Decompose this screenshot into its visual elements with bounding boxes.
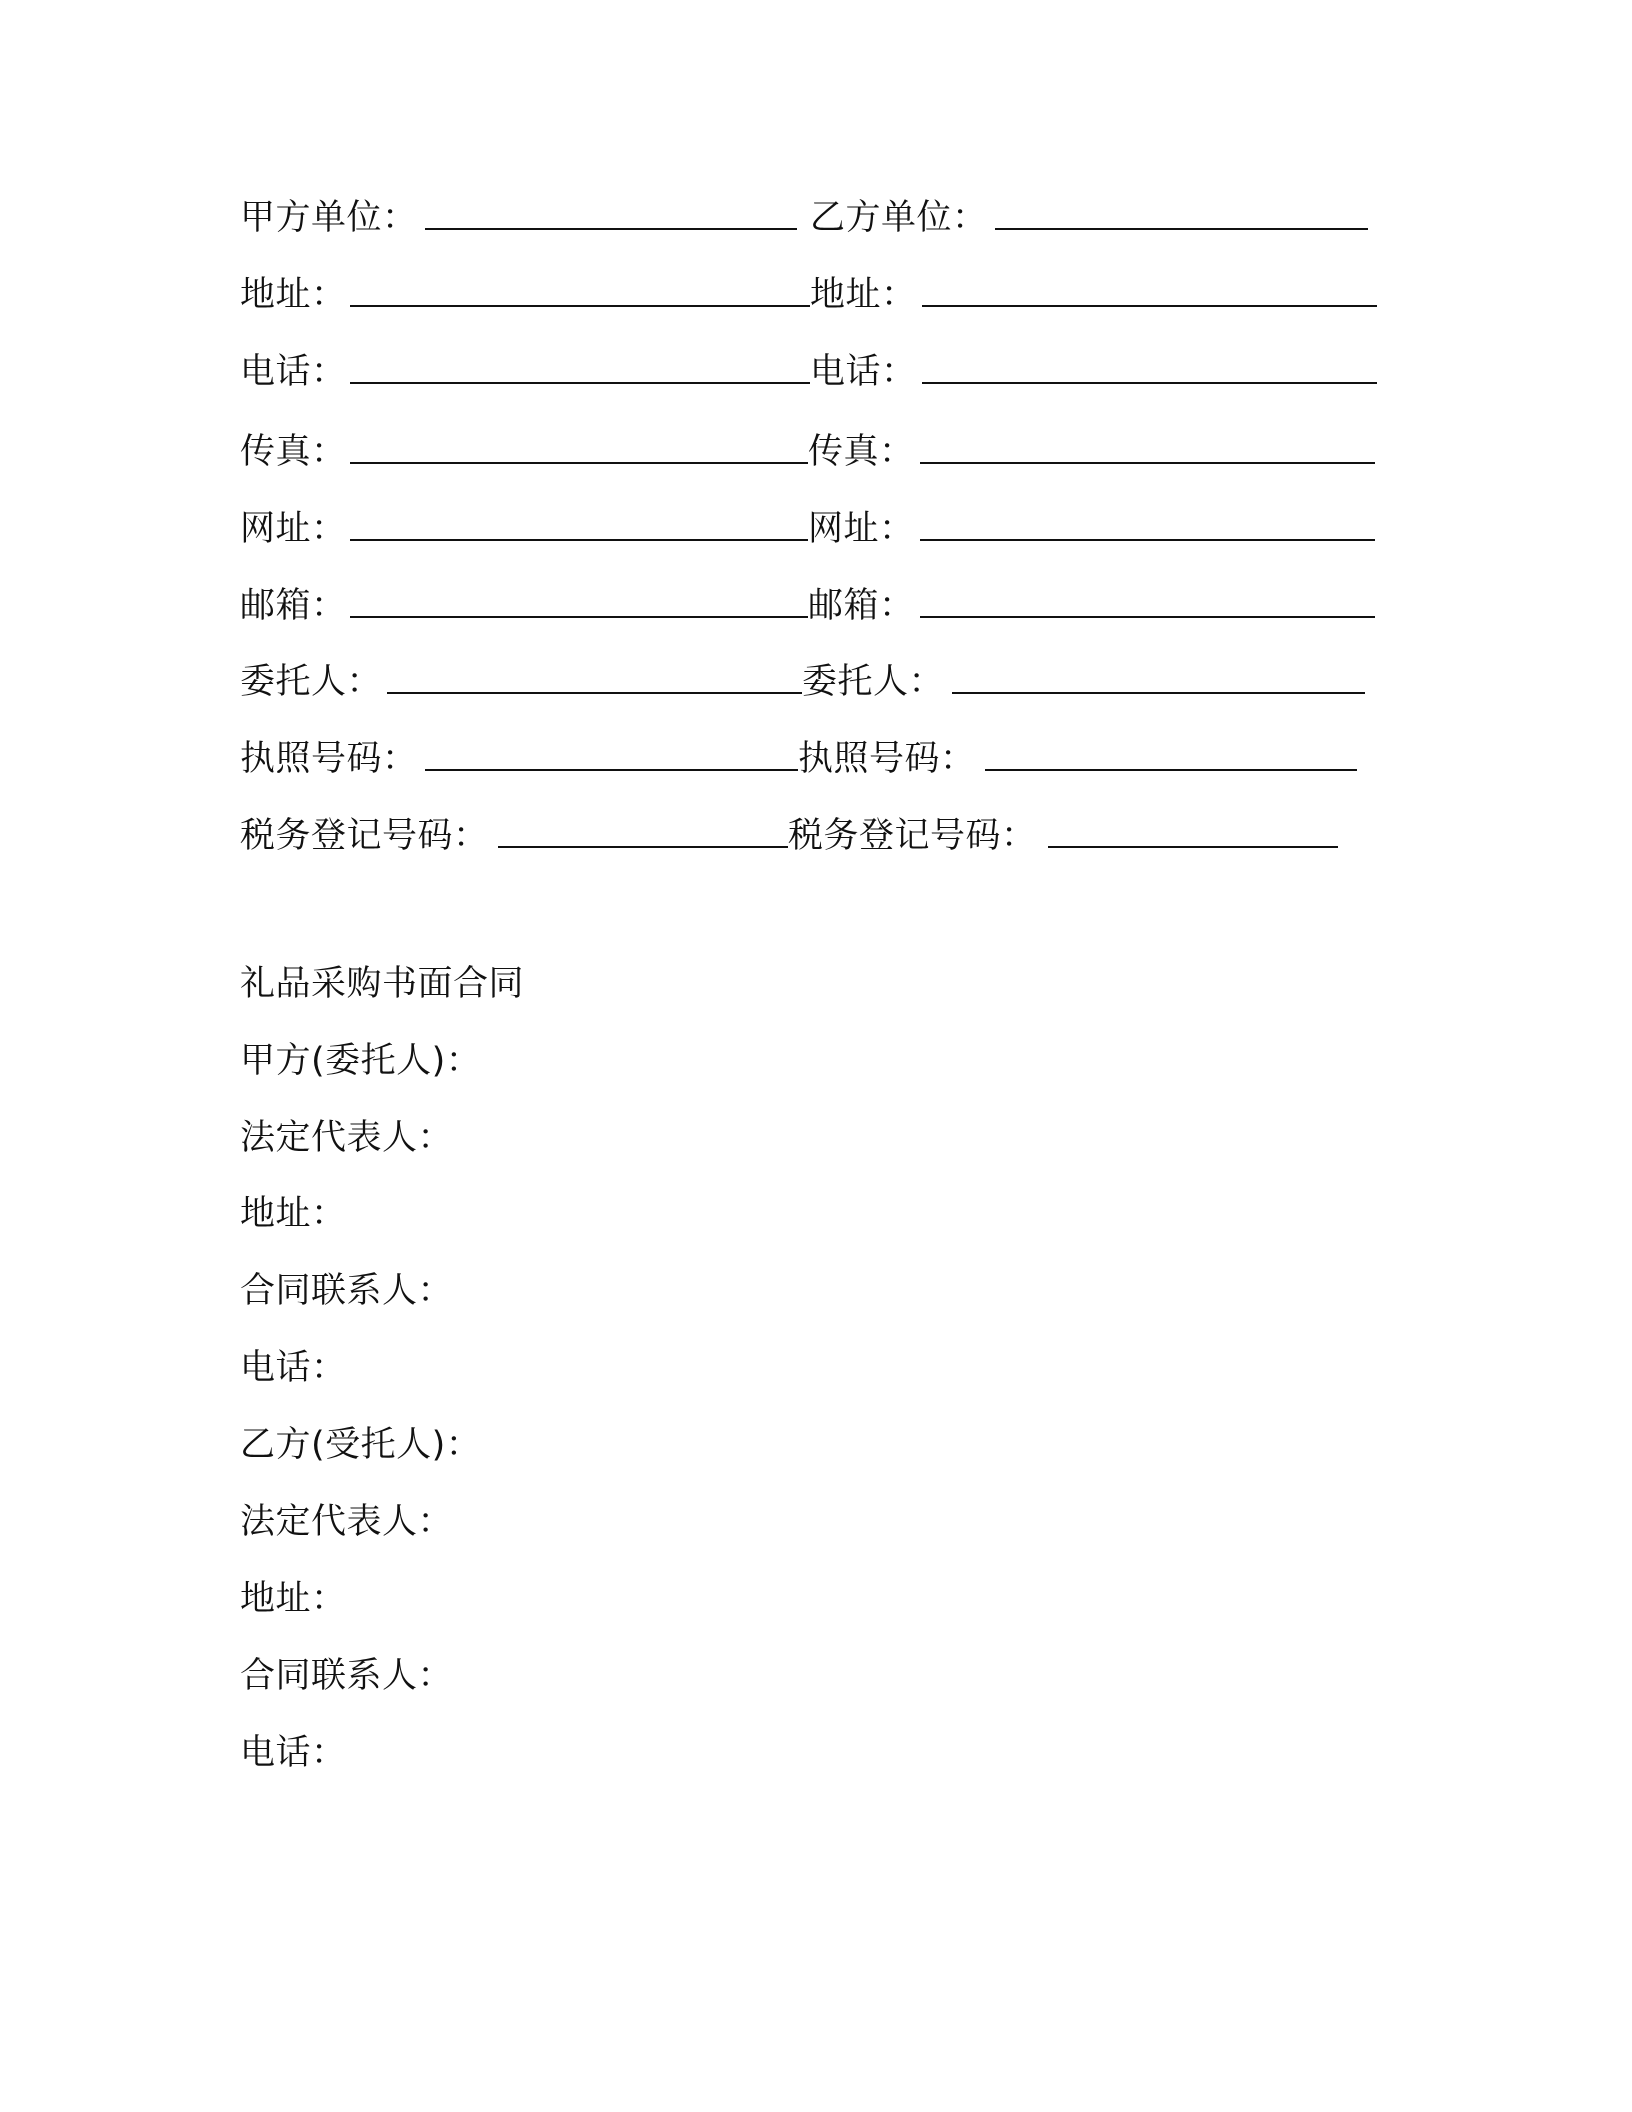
right-label: 委托人： bbox=[802, 662, 945, 702]
right-fill-line bbox=[1048, 846, 1338, 848]
left-label: 委托人： bbox=[240, 662, 383, 702]
left-label: 电话： bbox=[240, 352, 347, 392]
left-fill-line bbox=[350, 382, 810, 384]
right-label: 邮箱： bbox=[808, 586, 915, 626]
left-label: 执照号码： bbox=[240, 739, 418, 779]
right-fill-line bbox=[920, 539, 1375, 541]
party-info-row-fax bbox=[240, 422, 1440, 482]
left-fill-line bbox=[387, 692, 802, 694]
party-info-row-agent bbox=[240, 652, 1440, 712]
right-fill-line bbox=[920, 462, 1375, 464]
party-info-row-phone bbox=[240, 342, 1440, 402]
left-fill-line bbox=[350, 305, 810, 307]
left-fill-line bbox=[350, 462, 808, 464]
left-label: 传真： bbox=[240, 432, 347, 472]
right-fill-line bbox=[920, 616, 1375, 618]
party-info-row-email bbox=[240, 576, 1440, 636]
party-info-row-address bbox=[240, 265, 1440, 325]
right-label: 网址： bbox=[808, 509, 915, 549]
right-fill-line bbox=[922, 382, 1377, 384]
party-a-legal-rep: 法定代表人： bbox=[240, 1118, 454, 1158]
right-label: 税务登记号码： bbox=[788, 816, 1037, 856]
party-a-contact: 合同联系人： bbox=[240, 1271, 454, 1311]
party-a-heading: 甲方(委托人)： bbox=[240, 1041, 482, 1081]
right-label: 电话： bbox=[810, 352, 917, 392]
right-label: 执照号码： bbox=[798, 739, 976, 779]
right-fill-line bbox=[995, 228, 1368, 230]
party-info-row-unit bbox=[240, 188, 1440, 248]
left-label: 地址： bbox=[240, 275, 347, 315]
left-fill-line bbox=[498, 846, 788, 848]
right-label: 传真： bbox=[808, 432, 915, 472]
left-label: 税务登记号码： bbox=[240, 816, 489, 856]
party-info-row-tax bbox=[240, 806, 1440, 866]
left-label: 邮箱： bbox=[240, 586, 347, 626]
left-label: 网址： bbox=[240, 509, 347, 549]
party-info-row-license bbox=[240, 729, 1440, 789]
right-fill-line bbox=[985, 769, 1357, 771]
party-info-row-website bbox=[240, 499, 1440, 559]
party-b-heading: 乙方(受托人)： bbox=[240, 1425, 482, 1465]
party-b-address: 地址： bbox=[240, 1579, 347, 1619]
right-label: 乙方单位： bbox=[810, 198, 988, 238]
left-fill-line bbox=[425, 769, 798, 771]
left-fill-line bbox=[350, 539, 808, 541]
party-a-address: 地址： bbox=[240, 1194, 347, 1234]
right-fill-line bbox=[952, 692, 1365, 694]
party-b-legal-rep: 法定代表人： bbox=[240, 1502, 454, 1542]
party-b-phone: 电话： bbox=[240, 1733, 347, 1773]
right-label: 地址： bbox=[810, 275, 917, 315]
left-label: 甲方单位： bbox=[240, 198, 418, 238]
left-fill-line bbox=[350, 616, 808, 618]
contract-title: 礼品采购书面合同 bbox=[240, 964, 525, 1004]
left-fill-line bbox=[425, 228, 797, 230]
right-fill-line bbox=[922, 305, 1377, 307]
party-a-phone: 电话： bbox=[240, 1348, 347, 1388]
party-b-contact: 合同联系人： bbox=[240, 1656, 454, 1696]
